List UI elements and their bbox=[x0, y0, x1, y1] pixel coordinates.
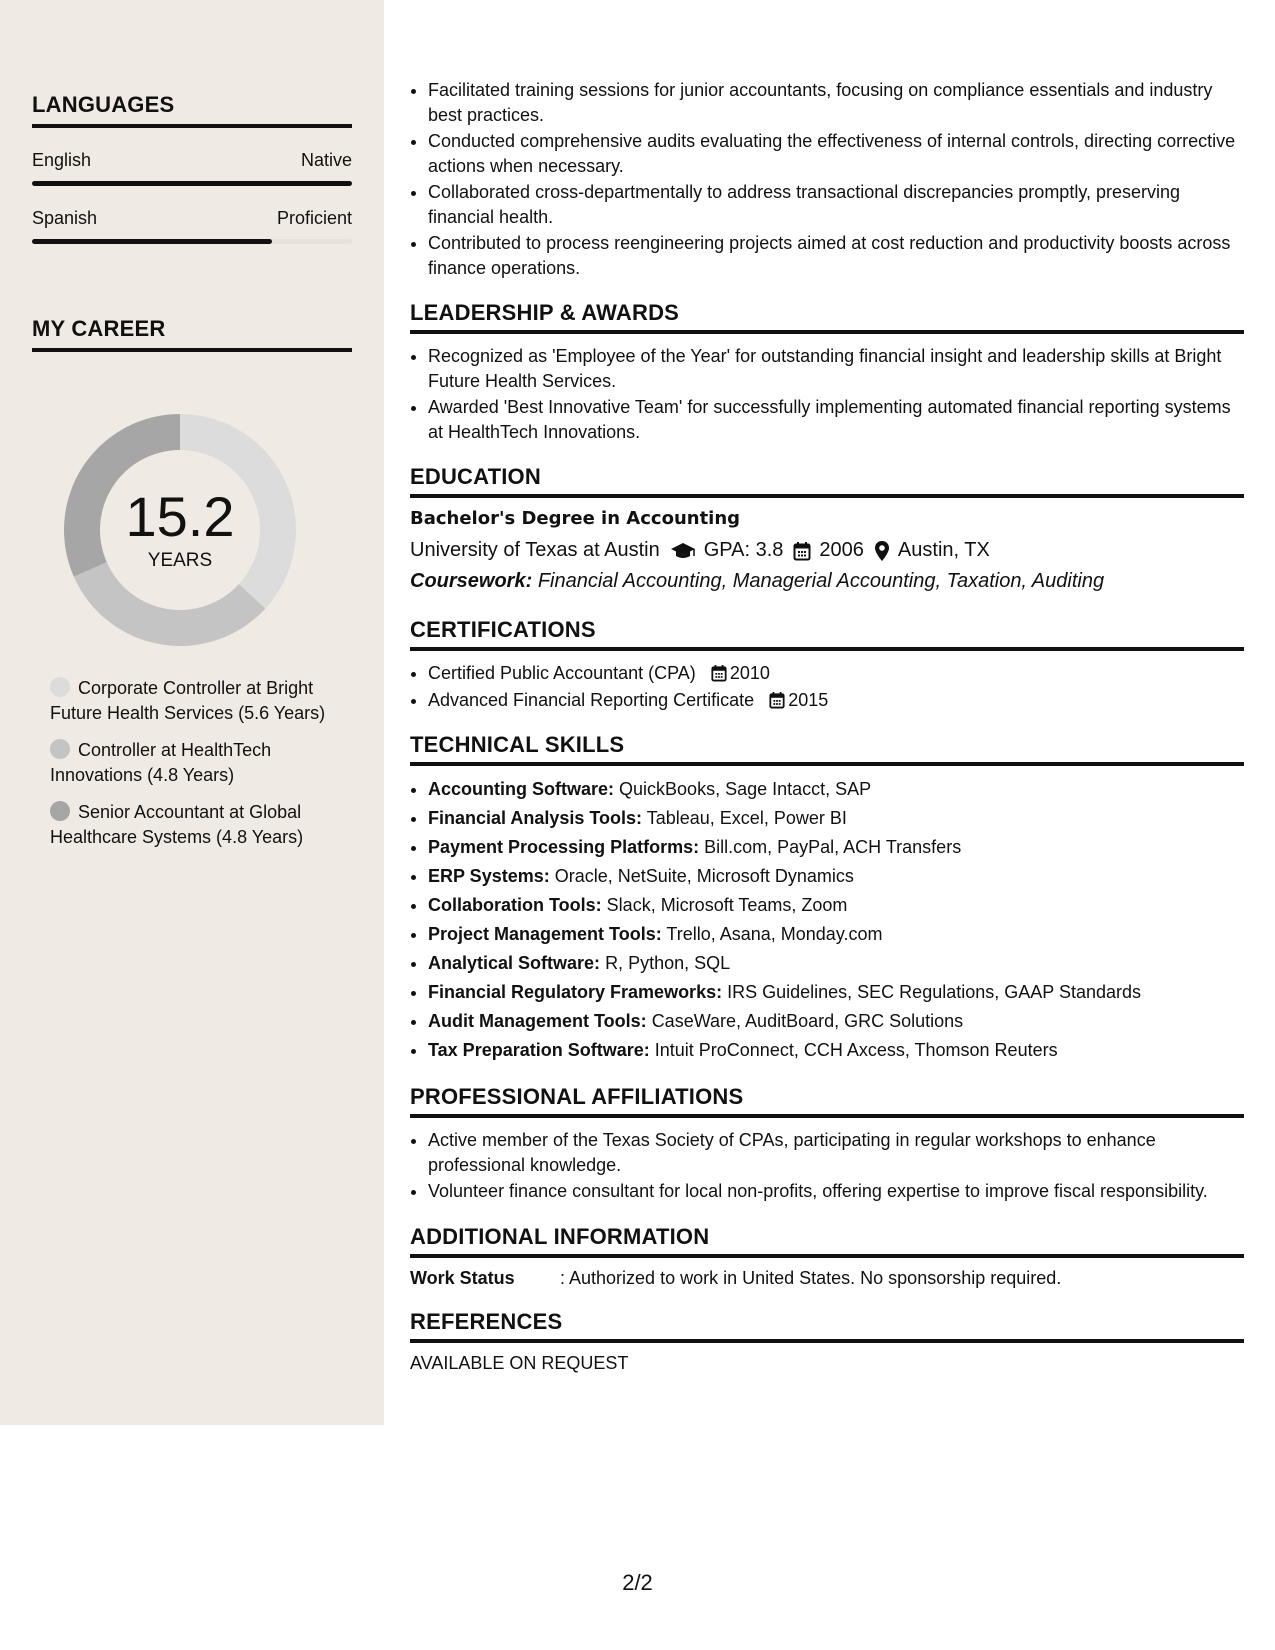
language-proficiency-bar bbox=[32, 239, 352, 244]
experience-bullet: • Collaborated cross-departmentally to address transactional discrepancies promptly, preserving financial health. bbox=[428, 180, 1244, 229]
skill-item bbox=[428, 863, 1244, 890]
skill-item bbox=[428, 1037, 1244, 1064]
leadership-heading: LEADERSHIP & AWARDS bbox=[410, 300, 1244, 334]
legend-dot-icon bbox=[50, 677, 70, 697]
education-year: 2006 bbox=[819, 539, 864, 561]
career-item-text: Controller at HealthTech Innovations (4.8 Years) bbox=[50, 740, 272, 785]
skill-item bbox=[428, 834, 1244, 861]
career-legend-item bbox=[50, 738, 330, 788]
education-location: Austin, TX bbox=[897, 539, 990, 561]
coursework-label: Coursework: bbox=[410, 570, 533, 592]
career-donut-segment bbox=[74, 562, 266, 646]
skill-label: Audit Management Tools: bbox=[428, 1011, 647, 1031]
skill-item bbox=[428, 776, 1244, 803]
calendar-icon bbox=[793, 541, 811, 561]
education-school: University of Texas at Austin bbox=[410, 539, 660, 561]
career-item-text: Senior Accountant at Global Healthcare Systems (4.8 Years) bbox=[50, 802, 304, 847]
skill-value: QuickBooks, Sage Intacct, SAP bbox=[619, 779, 872, 799]
location-pin-icon bbox=[874, 540, 890, 562]
certification-item bbox=[428, 688, 1244, 713]
career-donut-chart bbox=[64, 414, 296, 646]
legend-dot-icon bbox=[50, 739, 70, 759]
skill-label: Financial Analysis Tools: bbox=[428, 808, 643, 828]
leadership-list bbox=[410, 344, 1244, 444]
skill-label: Accounting Software: bbox=[428, 779, 615, 799]
skills-heading: TECHNICAL SKILLS bbox=[410, 732, 1244, 766]
page-number: 2/2 bbox=[622, 1570, 653, 1595]
skill-label: Tax Preparation Software: bbox=[428, 1040, 650, 1060]
affiliations-heading: PROFESSIONAL AFFILIATIONS bbox=[410, 1084, 1244, 1118]
language-name: English bbox=[32, 150, 92, 170]
experience-bullet: • Contributed to process reengineering projects aimed at cost reduction and productivity boosts across finance operations. bbox=[428, 231, 1244, 280]
certification-item bbox=[428, 661, 1244, 686]
skill-value: Oracle, NetSuite, Microsoft Dynamics bbox=[554, 866, 854, 886]
skill-item bbox=[428, 805, 1244, 832]
education-coursework bbox=[410, 570, 1244, 593]
affiliation-item: • Volunteer finance consultant for local non-profits, offering expertise to improve fiscal responsibility. bbox=[428, 1179, 1244, 1204]
skill-label: Analytical Software: bbox=[428, 953, 601, 973]
work-status-row bbox=[410, 1268, 1244, 1289]
career-item-text: Corporate Controller at Bright Future Health Services (5.6 Years) bbox=[50, 678, 326, 723]
skill-value: Intuit ProConnect, CCH Axcess, Thomson Reuters bbox=[654, 1040, 1058, 1060]
education-heading: EDUCATION bbox=[410, 464, 1244, 498]
skill-value: Slack, Microsoft Teams, Zoom bbox=[606, 895, 848, 915]
skill-value: R, Python, SQL bbox=[605, 953, 731, 973]
skills-list bbox=[410, 776, 1244, 1064]
skill-label: Collaboration Tools: bbox=[428, 895, 602, 915]
career-years-label: YEARS bbox=[147, 550, 213, 571]
skill-item bbox=[428, 892, 1244, 919]
work-status-value: : Authorized to work in United States. No sponsorship required. bbox=[560, 1267, 1062, 1288]
sidebar bbox=[0, 0, 384, 1425]
language-proficiency-fill bbox=[32, 239, 272, 244]
skill-item bbox=[428, 979, 1244, 1006]
education-gpa: GPA: 3.8 bbox=[703, 539, 784, 561]
calendar-icon bbox=[769, 691, 785, 709]
main-content bbox=[410, 78, 1244, 1374]
certification-year: 2010 bbox=[729, 663, 770, 683]
certifications-list bbox=[410, 661, 1244, 712]
certifications-heading: CERTIFICATIONS bbox=[410, 617, 1244, 651]
skill-label: Financial Regulatory Frameworks: bbox=[428, 982, 723, 1002]
education-degree: Bachelor's Degree in Accounting bbox=[410, 508, 741, 529]
sidebar-content bbox=[32, 0, 352, 352]
skill-label: Project Management Tools: bbox=[428, 924, 662, 944]
award-item: • Awarded 'Best Innovative Team' for successfully implementing automated financial reporting systems at HealthTech Innovations. bbox=[428, 395, 1244, 444]
career-legend bbox=[50, 676, 330, 862]
certification-name: Certified Public Accountant (CPA) bbox=[428, 663, 696, 683]
experience-bullet: • Conducted comprehensive audits evaluating the effectiveness of internal controls, directing corrective actions when necessary. bbox=[428, 129, 1244, 178]
work-status-label: Work Status bbox=[410, 1267, 515, 1288]
skill-value: CaseWare, AuditBoard, GRC Solutions bbox=[651, 1011, 964, 1031]
skill-value: IRS Guidelines, SEC Regulations, GAAP Standards bbox=[727, 982, 1141, 1002]
education-details bbox=[410, 539, 1244, 562]
skill-item bbox=[428, 1008, 1244, 1035]
affiliation-item: • Active member of the Texas Society of CPAs, participating in regular workshops to enhance professional knowledge. bbox=[428, 1128, 1244, 1177]
experience-bullet: • Facilitated training sessions for junior accountants, focusing on compliance essentials and industry best practices. bbox=[428, 78, 1244, 127]
skill-item bbox=[428, 921, 1244, 948]
language-english bbox=[32, 150, 352, 186]
career-legend-item bbox=[50, 800, 330, 850]
language-proficiency-fill bbox=[32, 181, 352, 186]
calendar-icon bbox=[711, 664, 727, 682]
certification-year: 2015 bbox=[788, 689, 829, 710]
certification-name: Advanced Financial Reporting Certificate bbox=[428, 689, 755, 710]
graduation-cap-icon bbox=[670, 541, 696, 561]
language-name: Spanish bbox=[32, 208, 98, 228]
experience-bullets bbox=[410, 78, 1244, 280]
career-legend-item bbox=[50, 676, 330, 726]
career-total-years: 15.2 bbox=[125, 485, 235, 548]
language-level: Native bbox=[300, 150, 352, 170]
language-level: Proficient bbox=[276, 208, 352, 228]
language-spanish bbox=[32, 208, 352, 244]
languages-heading: LANGUAGES bbox=[32, 92, 352, 128]
affiliations-list bbox=[410, 1128, 1244, 1204]
career-heading: MY CAREER bbox=[32, 316, 352, 352]
additional-info-heading: ADDITIONAL INFORMATION bbox=[410, 1224, 1244, 1258]
references-text: AVAILABLE ON REQUEST bbox=[410, 1352, 629, 1373]
skill-value: Trello, Asana, Monday.com bbox=[666, 924, 883, 944]
skill-value: Tableau, Excel, Power BI bbox=[646, 808, 847, 828]
skill-item bbox=[428, 950, 1244, 977]
references-heading: REFERENCES bbox=[410, 1309, 1244, 1343]
language-proficiency-bar bbox=[32, 181, 352, 186]
skill-label: ERP Systems: bbox=[428, 866, 550, 886]
legend-dot-icon bbox=[50, 801, 70, 821]
award-item: • Recognized as 'Employee of the Year' for outstanding financial insight and leadership skills at Bright Future Health Services. bbox=[428, 344, 1244, 393]
skill-label: Payment Processing Platforms: bbox=[428, 837, 700, 857]
skill-value: Bill.com, PayPal, ACH Transfers bbox=[704, 837, 962, 857]
coursework-list: Financial Accounting, Managerial Accounting, Taxation, Auditing bbox=[537, 570, 1105, 592]
